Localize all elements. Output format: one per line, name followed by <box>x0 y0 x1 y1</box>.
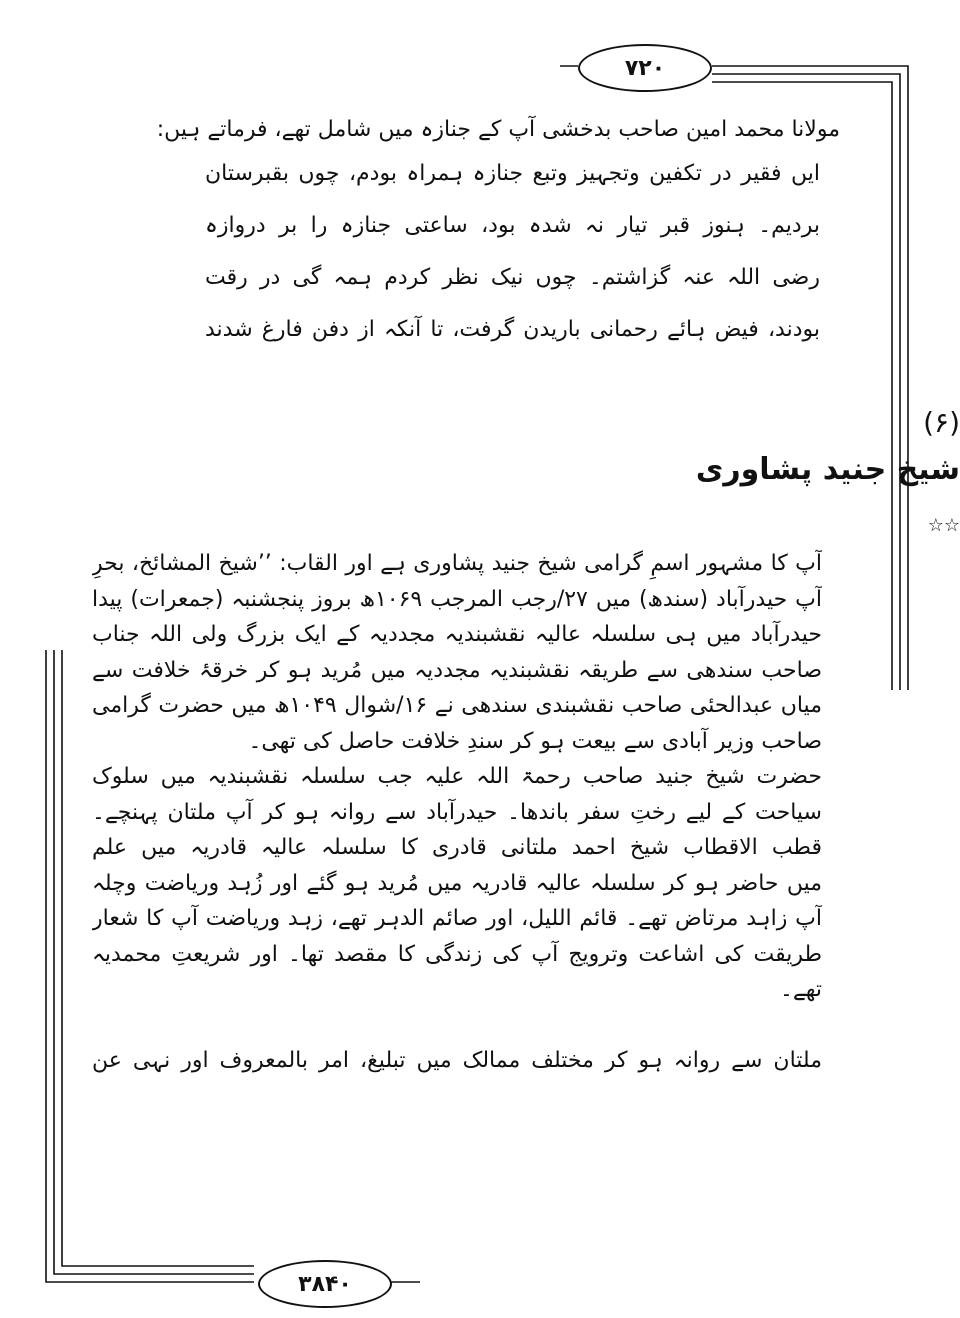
intro-line <box>120 112 840 148</box>
body-line: سیاحت کے لیے رختِ سفر باندھا۔ حیدرآباد سے روانہ ہو کر آپ ملتان پہنچے۔ <box>92 799 822 825</box>
body-line: آپ زاہد مرتاض تھے۔ قائم اللیل، اور صائم الدہر تھے، زہد وریاضت آپ کا شعار <box>92 906 822 931</box>
body-line: حیدرآباد میں ہی سلسلہ عالیہ نقشبندیہ مجددیہ کے ایک بزرگ ولی اللہ جناب <box>92 622 822 647</box>
body-line: تھے۔ <box>779 977 822 1002</box>
body-line: آپ کا مشہور اسمِ گرامی شیخ جنید پشاوری ہے اور القاب: ’’شیخ المشائخ، بحرِ <box>92 551 822 576</box>
page-number-top: ۷۲۰ <box>578 44 712 92</box>
persian-quote <box>205 148 820 356</box>
body-line: میں حاضر ہو کر سلسلہ عالیہ قادریہ میں مُرید ہو گئے اور زُہد وریاضت وچلہ <box>92 870 822 896</box>
quote-line: رضی اللہ عنہ گزاشتم۔ چوں نیک نظر کردم ہمہ گی در رقت <box>205 265 820 290</box>
star-ornament: ☆☆ <box>927 515 960 536</box>
quote-line: بودند، فیض ہائے رحمانی باریدن گرفت، تا آنکہ از دفن فارغ شدند <box>205 317 820 342</box>
body-line: صاحب سندھی سے طریقہ نقشبندیہ مجددیہ میں مُرید ہو کر خرقۂ خلافت سے <box>92 657 822 683</box>
body-line: قطب الاقطاب شیخ احمد ملتانی قادری کا سلسلہ عالیہ قادریہ میں علم <box>92 835 822 860</box>
page-number-bottom: ۳۸۴۰ <box>258 1260 392 1308</box>
body-line: طریقت کی اشاعت وترویج آپ کی زندگی کا مقصد تھا۔ اور شریعتِ محمدیہ <box>92 941 822 967</box>
quote-line: ایں فقیر در تکفین وتجہیز وتبع جنازہ ہمراہ بودم، چوں بقبرستان <box>205 161 820 186</box>
section-number: (۶) <box>923 406 960 439</box>
body-line: میاں عبدالحئی صاحب نقشبندی سندھی نے ۱۶/شوال ۱۰۴۹ھ میں حضرت گرامی <box>92 693 822 718</box>
body-line: حضرت شیخ جنید صاحب رحمۃ اللہ علیہ جب سلسلہ نقشبندیہ میں سلوک <box>92 764 822 789</box>
body-line-spacer <box>92 1008 822 1044</box>
body-line: ملتان سے روانہ ہو کر مختلف ممالک میں تبلیغ، امر بالمعروف اور نہی عن <box>92 1048 822 1073</box>
body-text <box>92 546 822 1079</box>
section-title: شیخ جنید پشاوری <box>695 452 960 487</box>
body-line: صاحب وزیر آبادی سے بیعت ہو کر سندِ خلافت حاصل کی تھی۔ <box>248 728 822 754</box>
intro-text: مولانا محمد امین صاحب بدخشی آپ کے جنازہ میں شامل تھے، فرماتے ہیں: <box>156 117 840 142</box>
body-line: آپ حیدرآباد (سندھ) میں ۲۷/رجب المرجب ۱۰۶۹ھ بروز پنجشنبہ (جمعرات) پیدا <box>92 586 822 612</box>
quote-line: بردیم۔ ہنوز قبر تیار نہ شدہ بود، ساعتی جنازہ را بر دروازہ <box>205 213 820 238</box>
